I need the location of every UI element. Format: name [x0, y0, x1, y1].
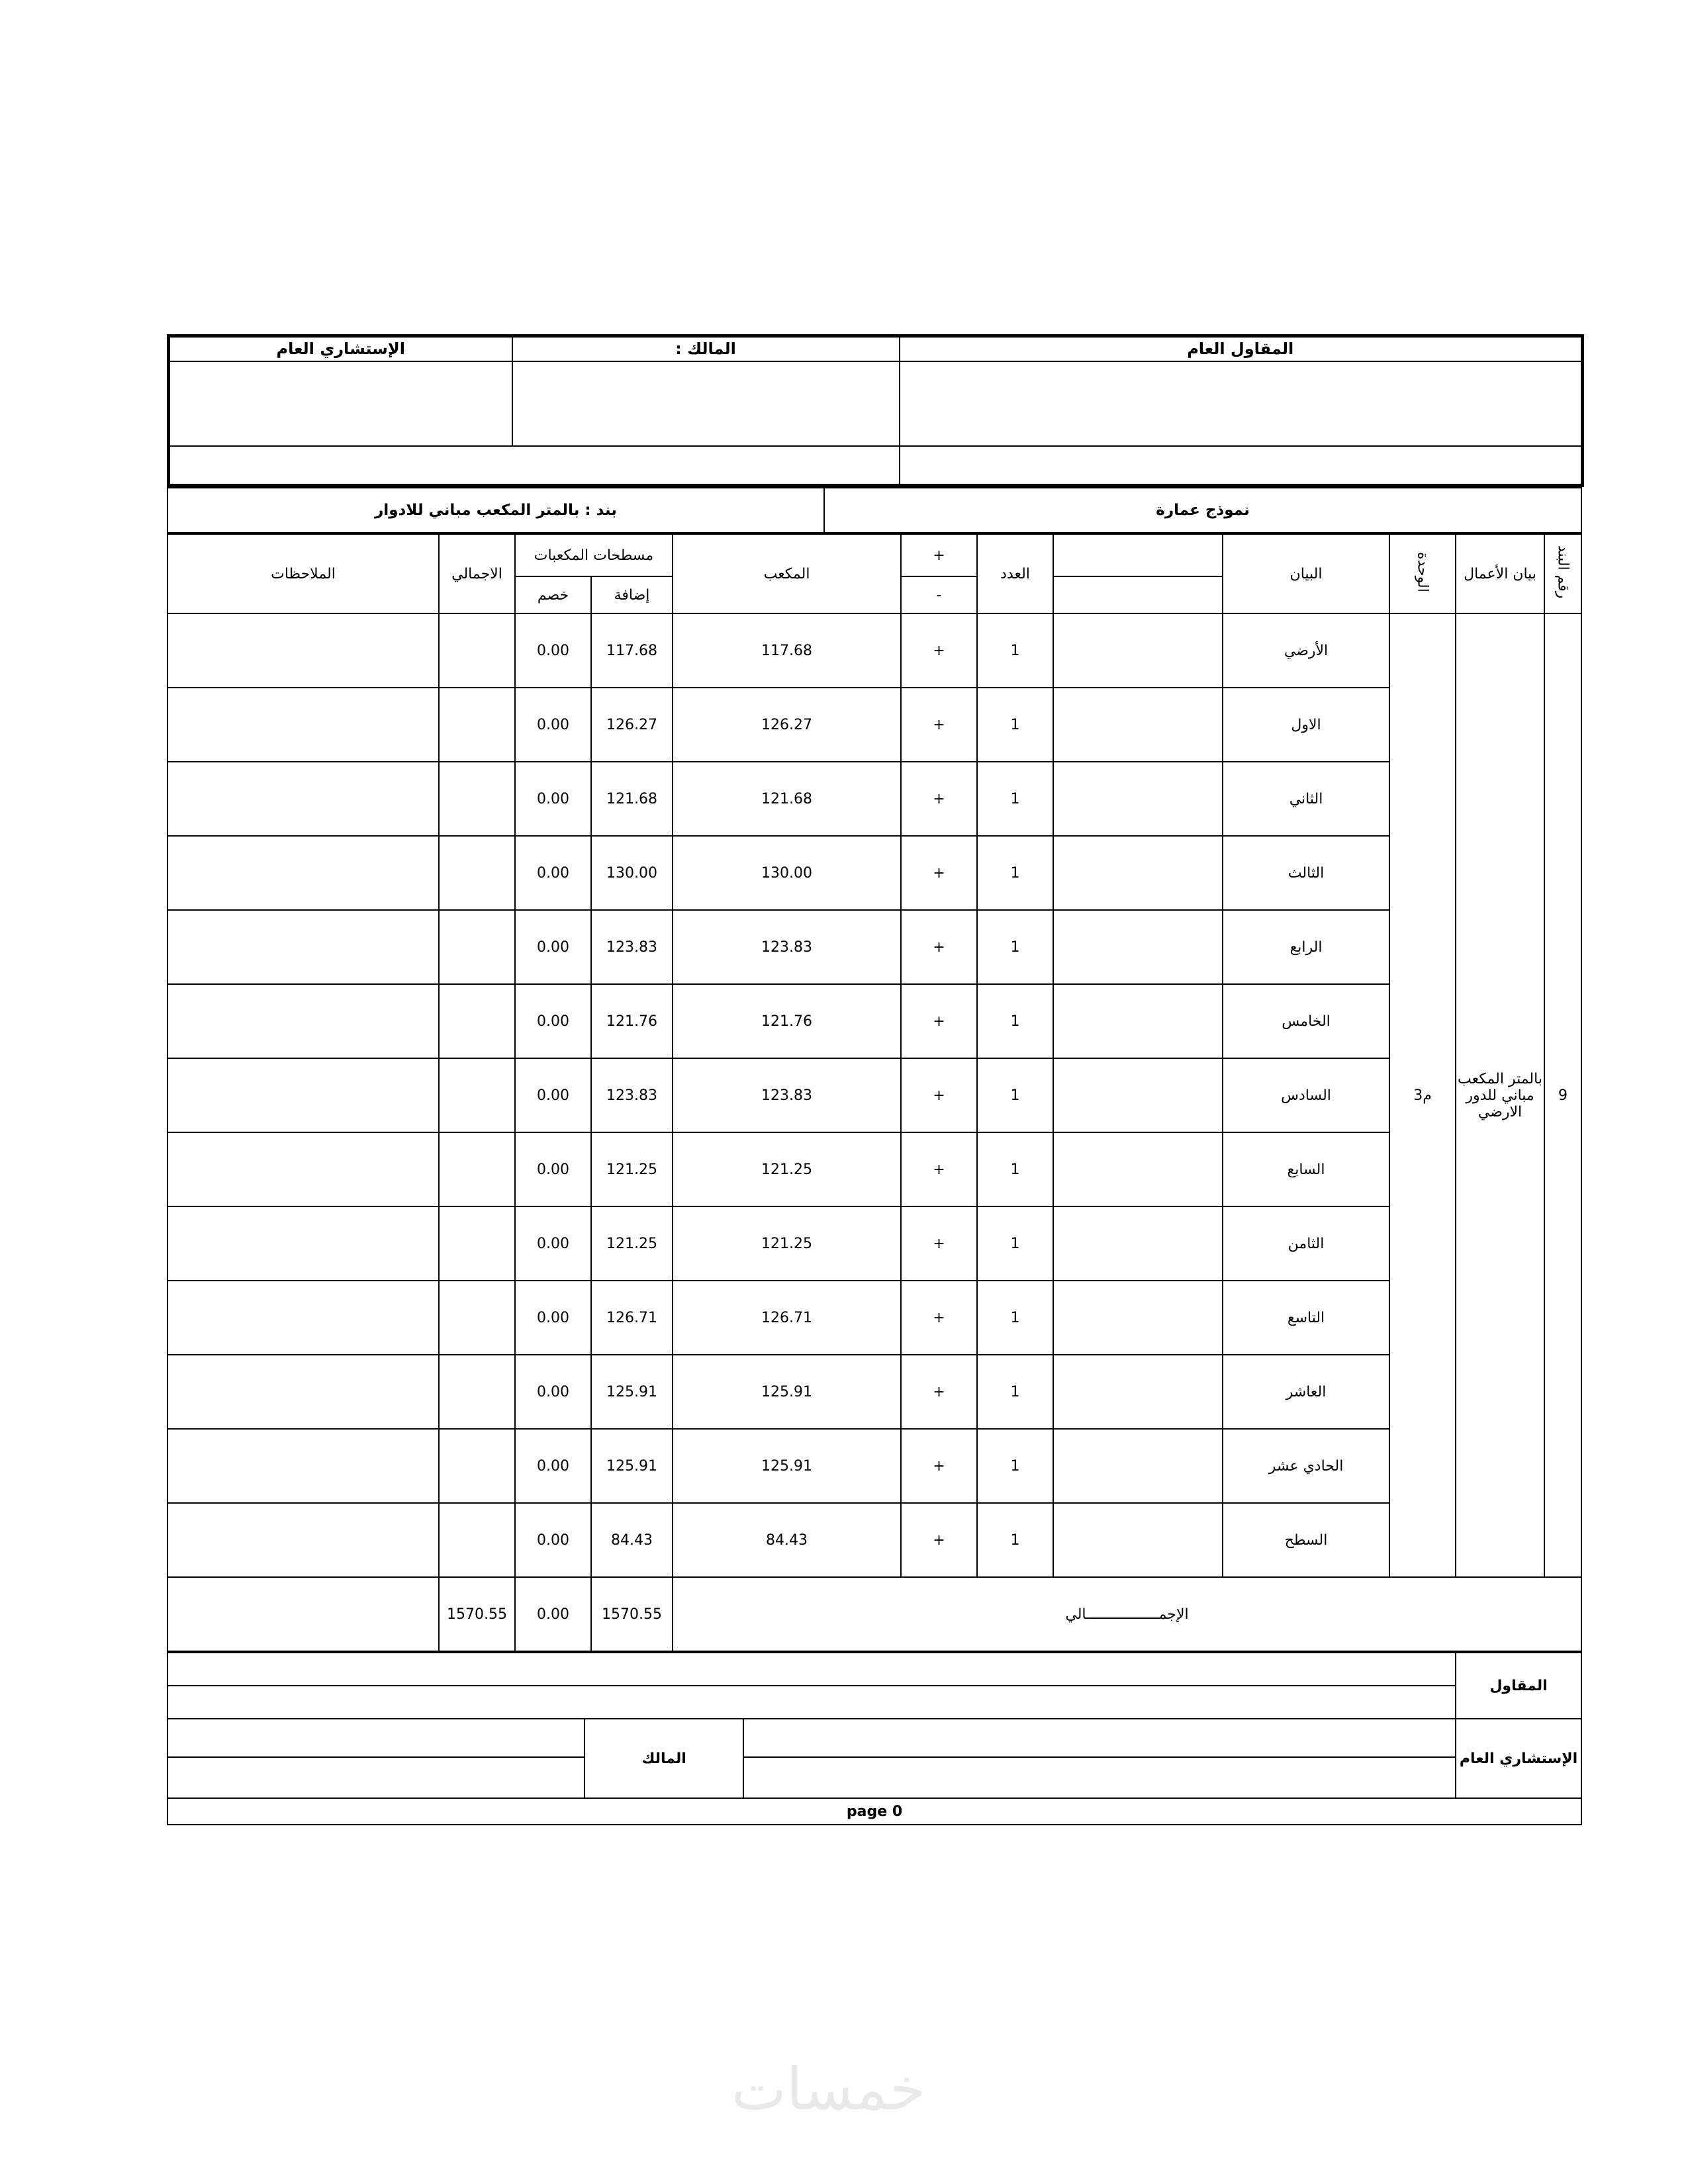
row-sign: +: [901, 984, 977, 1058]
item-unit: م3: [1389, 614, 1456, 1577]
row-statement: الرابع: [1223, 910, 1389, 984]
table-row: [167, 1281, 1581, 1355]
row-addition: 121.68: [591, 762, 673, 836]
table-row: [167, 614, 1581, 688]
minus-header: -: [901, 576, 977, 614]
row-deduction: 0.00: [515, 614, 591, 688]
item-work-desc: بالمتر المكعب مباني للدور الارضي: [1456, 614, 1544, 1577]
table-row: [167, 762, 1581, 836]
row-addition: 126.71: [591, 1281, 673, 1355]
row-addition: 121.25: [591, 1206, 673, 1281]
signature-header-table: [167, 334, 1584, 487]
row-cube: 121.25: [673, 1132, 901, 1206]
cube-header: المكعب: [673, 534, 901, 614]
row-sign: +: [901, 910, 977, 984]
table-row: [167, 984, 1581, 1058]
row-addition: 123.83: [591, 910, 673, 984]
row-cube: 121.25: [673, 1206, 901, 1281]
row-notes: [167, 1281, 439, 1355]
item-title: بند : بالمتر المكعب مباني للادوار: [167, 488, 824, 533]
item-number: 9: [1544, 614, 1581, 1577]
row-statement: الاول: [1223, 688, 1389, 762]
totals-notes: [167, 1577, 439, 1651]
row-total: [439, 910, 515, 984]
unit-header-text: الوحدة: [1414, 551, 1431, 592]
table-row: [167, 1503, 1581, 1577]
row-total: [439, 614, 515, 688]
row-deduction: 0.00: [515, 910, 591, 984]
row-addition: 121.76: [591, 984, 673, 1058]
row-notes: [167, 910, 439, 984]
row-total: [439, 1355, 515, 1429]
row-statement: السادس: [1223, 1058, 1389, 1132]
row-count: 1: [977, 836, 1053, 910]
general-contractor-signature: [900, 361, 1583, 446]
row-notes: [167, 762, 439, 836]
row-count: 1: [977, 762, 1053, 836]
row-count: 1: [977, 984, 1053, 1058]
row-total: [439, 1503, 515, 1577]
general-contractor-label: المقاول العام: [900, 336, 1583, 361]
owner-consultant-name: [169, 446, 900, 486]
table-row: [167, 1058, 1581, 1132]
row-notes: [167, 1058, 439, 1132]
row-total: [439, 1429, 515, 1503]
row-cube: 125.91: [673, 1355, 901, 1429]
owner-signature: [512, 361, 900, 446]
row-total: [439, 836, 515, 910]
row-blank: [1053, 688, 1223, 762]
row-blank: [1053, 1058, 1223, 1132]
row-total: [439, 688, 515, 762]
row-sign: +: [901, 836, 977, 910]
row-sign: +: [901, 762, 977, 836]
totals-total: 1570.55: [439, 1577, 515, 1651]
consultant-line-2: [743, 1757, 1456, 1798]
row-blank: [1053, 614, 1223, 688]
consultant-label: الإستشاري العام: [1456, 1719, 1581, 1798]
work-desc-header: بيان الأعمال: [1456, 534, 1544, 614]
row-statement: السابع: [1223, 1132, 1389, 1206]
row-deduction: 0.00: [515, 762, 591, 836]
subheader-table: [167, 487, 1582, 533]
totals-addition: 1570.55: [591, 1577, 673, 1651]
row-addition: 126.27: [591, 688, 673, 762]
row-statement: السطح: [1223, 1503, 1389, 1577]
row-total: [439, 1281, 515, 1355]
table-row: [167, 1206, 1581, 1281]
row-count: 1: [977, 1355, 1053, 1429]
row-addition: 84.43: [591, 1503, 673, 1577]
row-statement: الثالث: [1223, 836, 1389, 910]
unit-header: [1389, 534, 1456, 614]
row-count: 1: [977, 1058, 1053, 1132]
row-blank: [1053, 984, 1223, 1058]
row-cube: 121.68: [673, 762, 901, 836]
row-blank: [1053, 762, 1223, 836]
table-row: [167, 1355, 1581, 1429]
row-blank: [1053, 1281, 1223, 1355]
row-total: [439, 762, 515, 836]
row-sign: +: [901, 1355, 977, 1429]
row-count: 1: [977, 910, 1053, 984]
row-deduction: 0.00: [515, 1058, 591, 1132]
row-count: 1: [977, 1281, 1053, 1355]
row-blank: [1053, 1429, 1223, 1503]
document: [167, 334, 1581, 1825]
row-sign: +: [901, 1281, 977, 1355]
row-notes: [167, 1503, 439, 1577]
row-sign: +: [901, 1503, 977, 1577]
row-total: [439, 1058, 515, 1132]
row-count: 1: [977, 1132, 1053, 1206]
totals-label: الإجمـــــــــــــــــالي: [673, 1577, 1581, 1651]
row-notes: [167, 688, 439, 762]
watermark-logo: خمسات: [731, 2055, 926, 2123]
row-blank: [1053, 836, 1223, 910]
quantities-table: [167, 533, 1582, 1652]
notes-header: الملاحظات: [167, 534, 439, 614]
table-row: [167, 688, 1581, 762]
table-row: [167, 1132, 1581, 1206]
row-sign: +: [901, 1206, 977, 1281]
row-blank: [1053, 1206, 1223, 1281]
row-deduction: 0.00: [515, 1429, 591, 1503]
row-sign: +: [901, 1058, 977, 1132]
owner-sign-label: المالك: [585, 1719, 743, 1798]
row-deduction: 0.00: [515, 1206, 591, 1281]
row-addition: 125.91: [591, 1355, 673, 1429]
general-consultant-label: الإستشاري العام: [169, 336, 512, 361]
row-deduction: 0.00: [515, 836, 591, 910]
row-count: 1: [977, 1503, 1053, 1577]
row-notes: [167, 836, 439, 910]
row-addition: 121.25: [591, 1132, 673, 1206]
row-sign: +: [901, 1429, 977, 1503]
table-row: [167, 910, 1581, 984]
row-statement: الخامس: [1223, 984, 1389, 1058]
row-notes: [167, 1355, 439, 1429]
statement-header: البيان: [1223, 534, 1389, 614]
row-notes: [167, 1132, 439, 1206]
count-header: العدد: [977, 534, 1053, 614]
row-total: [439, 984, 515, 1058]
plus-header: +: [901, 534, 977, 576]
row-deduction: 0.00: [515, 1355, 591, 1429]
bottom-signatures-table: [167, 1652, 1582, 1825]
totals-deduction: 0.00: [515, 1577, 591, 1651]
row-statement: الثاني: [1223, 762, 1389, 836]
row-statement: الثامن: [1223, 1206, 1389, 1281]
row-statement: العاشر: [1223, 1355, 1389, 1429]
row-cube: 123.83: [673, 1058, 901, 1132]
total-header: الاجمالي: [439, 534, 515, 614]
row-blank: [1053, 1355, 1223, 1429]
row-cube: 125.91: [673, 1429, 901, 1503]
row-statement: الأرضي: [1223, 614, 1389, 688]
table-row: [167, 1429, 1581, 1503]
row-blank: [1053, 910, 1223, 984]
row-deduction: 0.00: [515, 1281, 591, 1355]
row-count: 1: [977, 614, 1053, 688]
row-statement: الحادي عشر: [1223, 1429, 1389, 1503]
row-sign: +: [901, 1132, 977, 1206]
general-consultant-signature: [169, 361, 512, 446]
item-no-header-text: رقم البند: [1554, 545, 1571, 599]
row-addition: 123.83: [591, 1058, 673, 1132]
row-addition: 125.91: [591, 1429, 673, 1503]
row-notes: [167, 614, 439, 688]
owner-line-1: [167, 1719, 585, 1757]
owner-label: المالك :: [512, 336, 900, 361]
row-sign: +: [901, 614, 977, 688]
row-deduction: 0.00: [515, 984, 591, 1058]
row-count: 1: [977, 1429, 1053, 1503]
row-deduction: 0.00: [515, 1503, 591, 1577]
row-addition: 117.68: [591, 614, 673, 688]
row-cube: 126.71: [673, 1281, 901, 1355]
row-cube: 126.27: [673, 688, 901, 762]
blank-header-top: [1053, 534, 1223, 576]
row-cube: 130.00: [673, 836, 901, 910]
deduction-header: خصم: [515, 576, 591, 614]
row-notes: [167, 984, 439, 1058]
model-title: نموذج عمارة: [824, 488, 1581, 533]
row-total: [439, 1132, 515, 1206]
table-row: [167, 836, 1581, 910]
owner-line-2: [167, 1757, 585, 1798]
row-statement: التاسع: [1223, 1281, 1389, 1355]
blank-header-bottom: [1053, 576, 1223, 614]
page-number: page 0: [167, 1798, 1581, 1825]
general-contractor-name: [900, 446, 1583, 486]
row-cube: 121.76: [673, 984, 901, 1058]
contractor-line-2: [167, 1686, 1456, 1719]
row-notes: [167, 1429, 439, 1503]
row-deduction: 0.00: [515, 1132, 591, 1206]
contractor-label: المقاول: [1456, 1653, 1581, 1719]
consultant-line-1: [743, 1719, 1456, 1757]
row-blank: [1053, 1132, 1223, 1206]
row-deduction: 0.00: [515, 688, 591, 762]
item-no-header: [1544, 534, 1581, 614]
row-addition: 130.00: [591, 836, 673, 910]
row-cube: 117.68: [673, 614, 901, 688]
addition-header: إضافة: [591, 576, 673, 614]
row-total: [439, 1206, 515, 1281]
row-count: 1: [977, 688, 1053, 762]
contractor-line-1: [167, 1653, 1456, 1686]
row-notes: [167, 1206, 439, 1281]
cubes-areas-header: مسطحات المكعبات: [515, 534, 673, 576]
row-cube: 123.83: [673, 910, 901, 984]
row-sign: +: [901, 688, 977, 762]
row-blank: [1053, 1503, 1223, 1577]
row-count: 1: [977, 1206, 1053, 1281]
row-cube: 84.43: [673, 1503, 901, 1577]
